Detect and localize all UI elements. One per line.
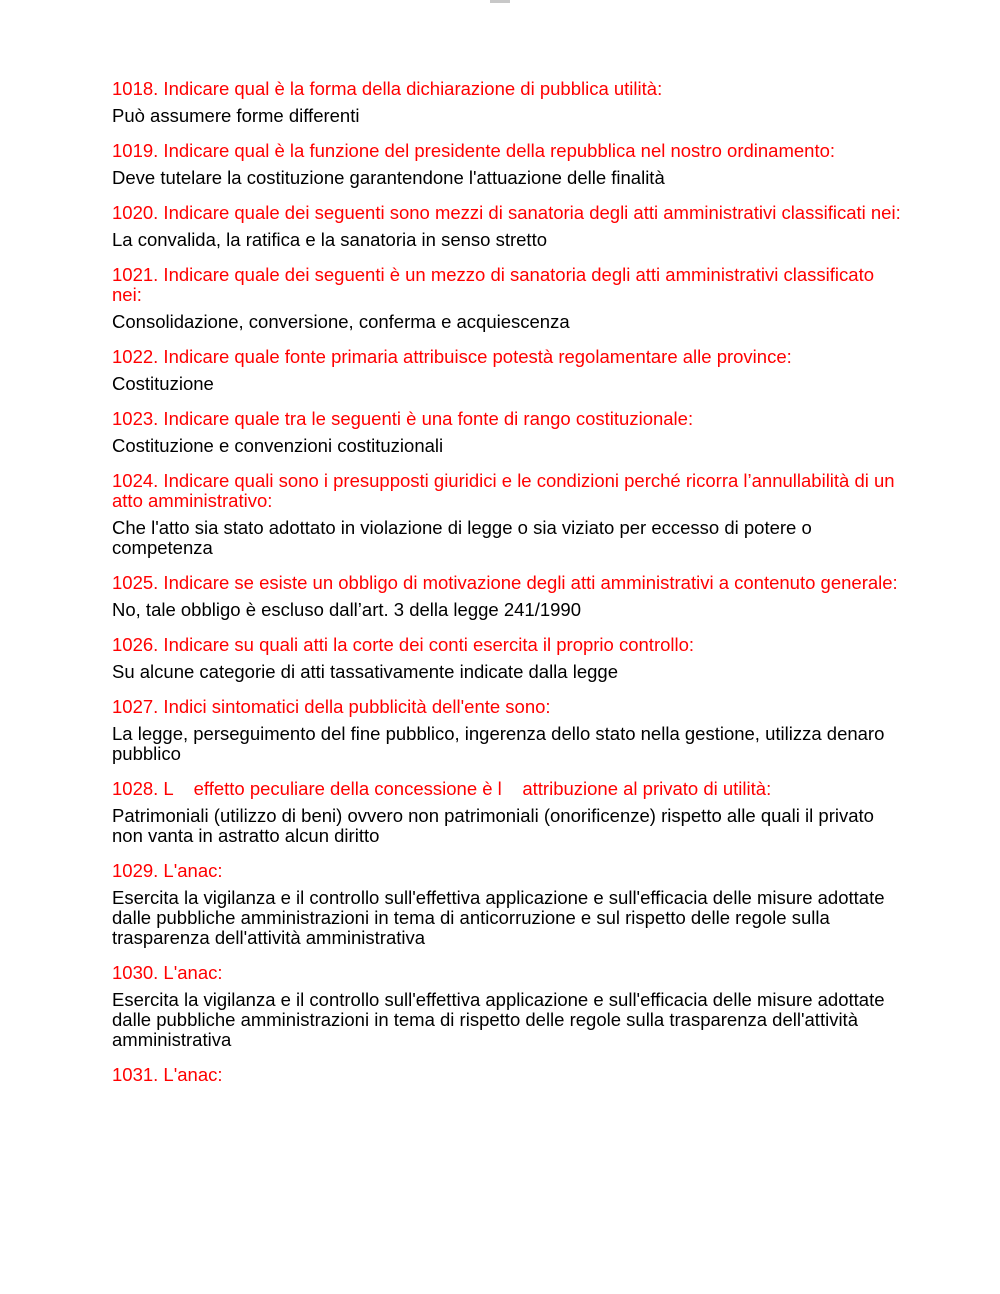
qa-item-1026 — [112, 635, 902, 682]
qa-item-1027 — [112, 697, 902, 764]
answer-text: Esercita la vigilanza e il controllo sull'effettiva applicazione e sull'efficacia delle misure adottate dalle pubbliche amministrazioni in tema di anticorruzione e sul rispetto delle regole sulla trasparenza dell'attività amministrativa — [112, 887, 885, 948]
answer-text: Può assumere forme differenti — [112, 105, 360, 126]
question-text: 1031. L'anac: — [112, 1064, 223, 1085]
qa-item-1028 — [112, 779, 902, 846]
question-text: 1030. L'anac: — [112, 962, 223, 983]
question-text: 1025. Indicare se esiste un obbligo di motivazione degli atti amministrativi a contenuto generale: — [112, 572, 898, 593]
qa-item-1024 — [112, 471, 902, 558]
qa-item-1023 — [112, 409, 902, 456]
question-text: 1024. Indicare quali sono i presupposti giuridici e le condizioni perché ricorra l’annullabilità di un atto amministrativo: — [112, 470, 895, 511]
answer-text: Patrimoniali (utilizzo di beni) ovvero non patrimoniali (onorificenze) rispetto alle quali il privato non vanta in astratto alcun diritto — [112, 805, 874, 846]
question-text: 1029. L'anac: — [112, 860, 223, 881]
question-text: 1028. L effetto peculiare della concessione è l attribuzione al privato di utilità: — [112, 778, 772, 799]
qa-item-1031 — [112, 1065, 902, 1085]
question-text: 1026. Indicare su quali atti la corte dei conti esercita il proprio controllo: — [112, 634, 695, 655]
question-text: 1022. Indicare quale fonte primaria attribuisce potestà regolamentare alle province: — [112, 346, 792, 367]
answer-text: Su alcune categorie di atti tassativamente indicate dalla legge — [112, 661, 618, 682]
answer-text: Esercita la vigilanza e il controllo sull'effettiva applicazione e sull'efficacia delle misure adottate dalle pubbliche amministrazioni in tema di rispetto delle regole sulla trasparenza dell'attività amministrativa — [112, 989, 885, 1050]
answer-text: La convalida, la ratifica e la sanatoria in senso stretto — [112, 229, 547, 250]
question-text: 1019. Indicare qual è la funzione del presidente della repubblica nel nostro ordinamento: — [112, 140, 836, 161]
answer-text: Costituzione — [112, 373, 214, 394]
document-body — [112, 79, 902, 1100]
qa-item-1020 — [112, 203, 902, 250]
qa-item-1029 — [112, 861, 902, 948]
answer-text: Costituzione e convenzioni costituzionali — [112, 435, 444, 456]
answer-text: Deve tutelare la costituzione garantendone l'attuazione delle finalità — [112, 167, 665, 188]
qa-item-1021 — [112, 265, 902, 332]
question-text: 1023. Indicare quale tra le seguenti è una fonte di rango costituzionale: — [112, 408, 694, 429]
question-text: 1018. Indicare qual è la forma della dichiarazione di pubblica utilità: — [112, 78, 663, 99]
question-text: 1021. Indicare quale dei seguenti è un mezzo di sanatoria degli atti amministrativi classificato nei: — [112, 264, 874, 305]
answer-text: No, tale obbligo è escluso dall’art. 3 della legge 241/1990 — [112, 599, 581, 620]
answer-text: Che l'atto sia stato adottato in violazione di legge o sia viziato per eccesso di potere o competenza — [112, 517, 812, 558]
qa-item-1022 — [112, 347, 902, 394]
qa-item-1019 — [112, 141, 902, 188]
answer-text: La legge, perseguimento del fine pubblico, ingerenza dello stato nella gestione, utilizza denaro pubblico — [112, 723, 885, 764]
qa-item-1025 — [112, 573, 902, 620]
answer-text: Consolidazione, conversione, conferma e acquiescenza — [112, 311, 570, 332]
page-header-mark — [490, 0, 510, 3]
qa-item-1018 — [112, 79, 902, 126]
question-text: 1027. Indici sintomatici della pubblicità dell'ente sono: — [112, 696, 551, 717]
question-text: 1020. Indicare quale dei seguenti sono mezzi di sanatoria degli atti amministrativi classificati nei: — [112, 202, 901, 223]
qa-item-1030 — [112, 963, 902, 1050]
